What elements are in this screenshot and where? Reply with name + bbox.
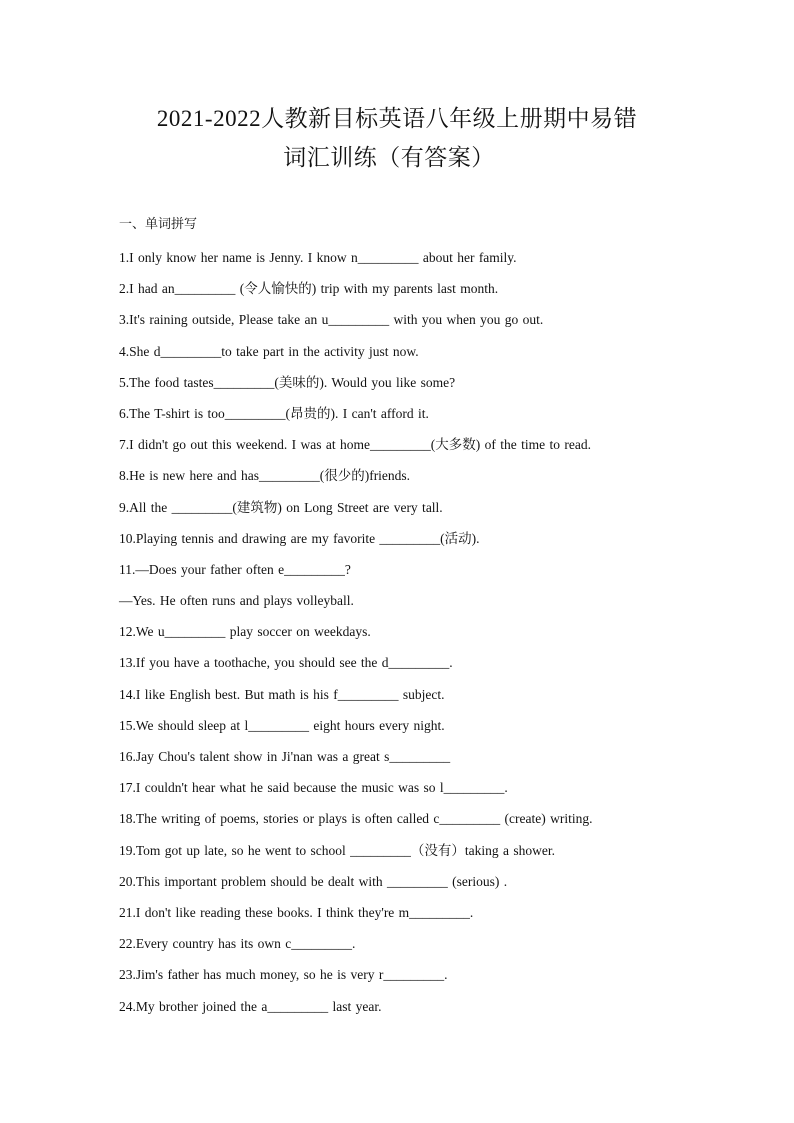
question-item: 23.Jim's father has much money, so he is very r_________.	[119, 967, 448, 983]
question-item: 10.Playing tennis and drawing are my favorite _________(活动).	[119, 530, 480, 546]
question-item: 19.Tom got up late, so he went to school _________（没有）taking a shower.	[119, 842, 556, 858]
question-item: 1.I only know her name is Jenny. I know n_________ about her family.	[119, 250, 517, 265]
question-item: 21.I don't like reading these books. I think they're m_________.	[119, 904, 474, 920]
section-heading: 一、单词拼写	[119, 217, 198, 232]
question-item: 14.I like English best. But math is his f_________ subject.	[119, 686, 445, 702]
answer-line: —Yes. He often runs and plays volleyball.	[119, 593, 354, 609]
question-item: 8.He is new here and has_________(很少的)friends.	[119, 468, 411, 484]
question-item: 13.If you have a toothache, you should see the d_________.	[119, 655, 453, 671]
question-item: 15.We should sleep at l_________ eight hours every night.	[119, 717, 445, 733]
document-title-line-1: 2021-2022人教新目标英语八年级上册期中易错	[156, 106, 638, 131]
question-item: 6.The T-shirt is too_________(昂贵的). I can't afford it.	[119, 405, 429, 421]
question-item: 16.Jay Chou's talent show in Ji'nan was a great s_________	[119, 749, 451, 764]
question-item: 22.Every country has its own c_________.	[119, 936, 356, 952]
question-item: 2.I had an_________ (令人愉快的) trip with my parents last month.	[119, 281, 499, 297]
document-title-line-2: 词汇训练（有答案）	[283, 145, 495, 170]
question-item: 5.The food tastes_________(美味的). Would you like some?	[119, 374, 456, 390]
question-item: 3.It's raining outside, Please take an u_________ with you when you go out.	[119, 312, 544, 328]
question-item: 12.We u_________ play soccer on weekdays.	[119, 624, 371, 640]
question-item: 9.All the _________(建筑物) on Long Street are very tall.	[119, 499, 443, 515]
question-item: 24.My brother joined the a_________ last year.	[119, 998, 382, 1014]
question-item: 17.I couldn't hear what he said because the music was so l_________.	[119, 780, 508, 796]
question-list	[119, 247, 739, 1027]
question-item: 4.She d_________to take part in the activity just now.	[119, 343, 419, 359]
question-item: 7.I didn't go out this weekend. I was at home_________(大多数) of the time to read.	[119, 437, 591, 453]
question-item: 20.This important problem should be dealt with _________ (serious) .	[119, 873, 508, 889]
question-item: 11.—Does your father often e_________?	[119, 561, 351, 577]
question-item: 18.The writing of poems, stories or plays is often called c_________ (create) writing.	[119, 811, 593, 827]
